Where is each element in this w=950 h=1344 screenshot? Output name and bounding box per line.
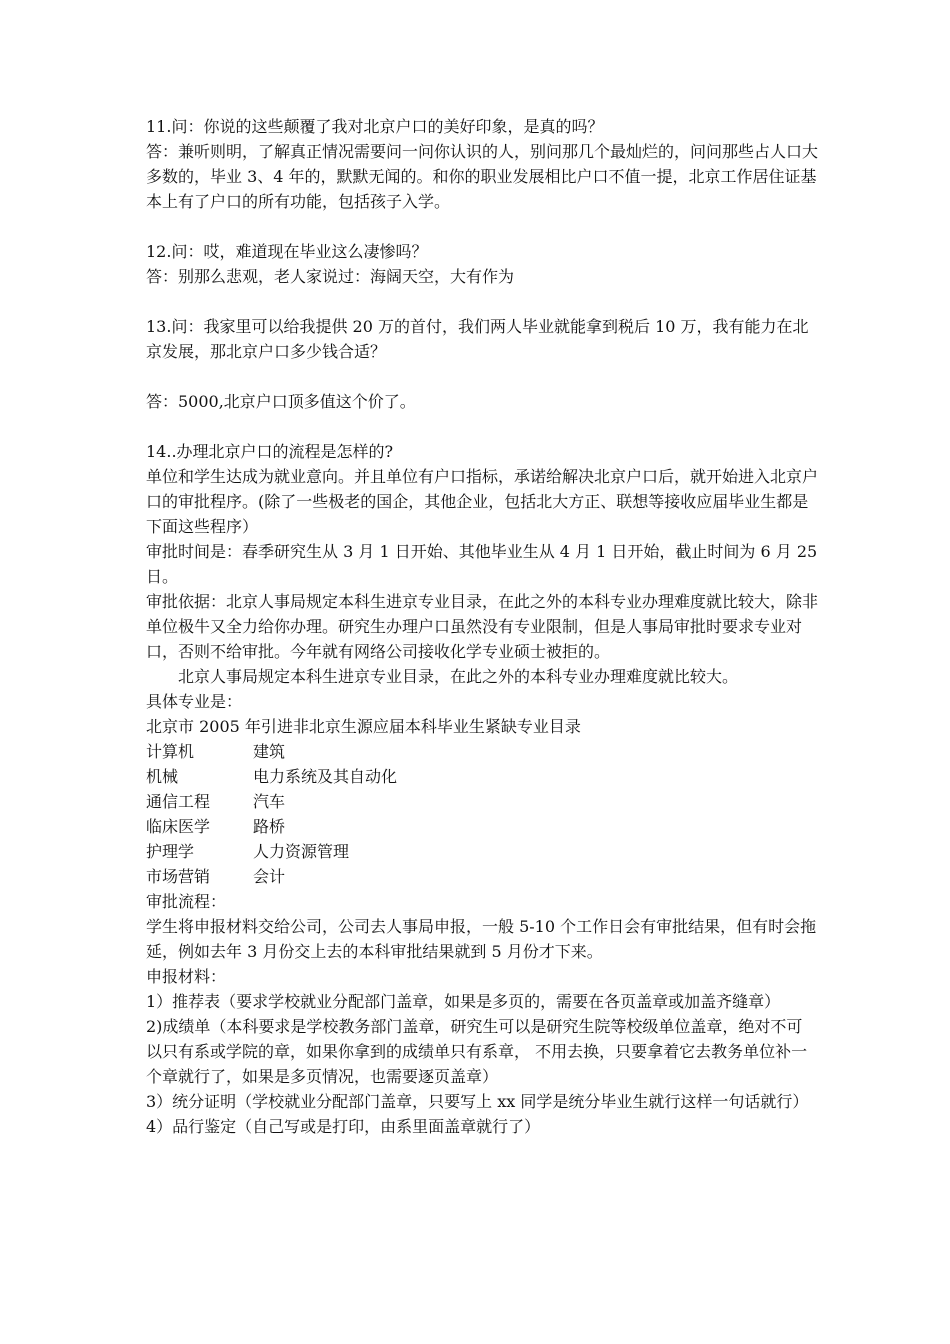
major-right: 路桥 [253, 817, 286, 836]
major-right: 电力系统及其自动化 [253, 767, 398, 786]
major-right: 人力资源管理 [253, 842, 350, 861]
major-right: 会计 [253, 867, 286, 886]
answer-12: 答：别那么悲观，老人家说过：海阔天空，大有作为 [146, 267, 515, 286]
major-row [146, 764, 818, 789]
material-item: 3）统分证明（学校就业分配部门盖章，只要写上 xx 同学是统分毕业生就行这样一句话就行） [146, 1092, 809, 1111]
major-right: 建筑 [253, 742, 286, 761]
paragraph-approval-time: 审批时间是：春季研究生从 3 月 1 日开始、其他毕业生从 4 月 1 日开始，截止时间为 6 月 25 日。 [146, 542, 818, 586]
paragraph-approval-basis: 审批依据：北京人事局规定本科生进京专业目录，在此之外的本科专业办理难度就比较大，除非单位极牛又全力给你办理。研究生办理户口虽然没有专业限制，但是人事局审批时要求专业对口，否则不给审批。今年就有网络公司接收化学专业硕士被拒的。 [146, 592, 819, 661]
blank-line [146, 414, 818, 439]
paragraph-specific-majors: 具体专业是： [146, 692, 243, 711]
question-12: 12.问：哎，难道现在毕业这么凄惨吗？ [146, 242, 428, 261]
question-13: 13.问：我家里可以给我提供 20 万的首付，我们两人毕业就能拿到税后 10 万，我有能力在北京发展，那北京户口多少钱合适？ [146, 317, 809, 361]
blank-line [146, 364, 818, 389]
major-left: 通信工程 [146, 792, 211, 811]
major-list-title: 北京市 2005 年引进非北京生源应届本科毕业生紧缺专业目录 [146, 717, 581, 736]
major-left: 市场营销 [146, 867, 211, 886]
major-row [146, 814, 818, 839]
major-list [146, 739, 818, 889]
paragraph-rule: 北京人事局规定本科生进京专业目录，在此之外的本科专业办理难度就比较大。 [178, 667, 739, 686]
blank-line [146, 289, 818, 314]
process-text: 学生将申报材料交给公司，公司去人事局申报，一般 5-10 个工作日会有审批结果，但有时会拖延，例如去年 3 月份交上去的本科审批结果就到 5 月份才下来。 [146, 917, 817, 961]
major-left: 机械 [146, 767, 179, 786]
material-item: 4）品行鉴定（自己写或是打印，由系里面盖章就行了） [146, 1117, 541, 1136]
major-right: 汽车 [253, 792, 286, 811]
major-row [146, 789, 818, 814]
major-row [146, 839, 818, 864]
material-item: 1）推荐表（要求学校就业分配部门盖章，如果是多页的，需要在各页盖章或加盖齐缝章） [146, 992, 781, 1011]
major-left: 计算机 [146, 742, 195, 761]
major-left: 护理学 [146, 842, 195, 861]
document-body [146, 114, 818, 1139]
process-title: 审批流程： [146, 892, 227, 911]
question-14: 14..办理北京户口的流程是怎样的? [146, 442, 394, 461]
answer-13: 答：5000,北京户口顶多值这个价了。 [146, 392, 416, 411]
blank-line [146, 214, 818, 239]
paragraph-intent: 单位和学生达成为就业意向。并且单位有户口指标，承诺给解决北京户口后，就开始进入北京户口的审批程序。(除了一些极老的国企，其他企业，包括北大方正、联想等接收应届毕业生都是下面这些程序） [146, 467, 819, 536]
question-11: 11.问：你说的这些颠覆了我对北京户口的美好印象，是真的吗？ [146, 117, 604, 136]
major-row [146, 864, 818, 889]
answer-11: 答：兼听则明，了解真正情况需要问一问你认识的人，别问那几个最灿烂的，问问那些占人口大多数的，毕业 3、4 年的，默默无闻的。和你的职业发展相比户口不值一提，北京工作居住证基本上有了户口的所有功能，包括孩子入学。 [146, 142, 819, 211]
major-row [146, 739, 818, 764]
major-left: 临床医学 [146, 817, 211, 836]
materials-title: 申报材料： [146, 967, 227, 986]
material-item: 2)成绩单（本科要求是学校教务部门盖章，研究生可以是研究生院等校级单位盖章，绝对不可以只有系或学院的章，如果你拿到的成绩单只有系章， 不用去换，只要拿着它去教务单位补一个章就行了，如果是多页情况，也需要逐页盖章） [146, 1017, 808, 1086]
